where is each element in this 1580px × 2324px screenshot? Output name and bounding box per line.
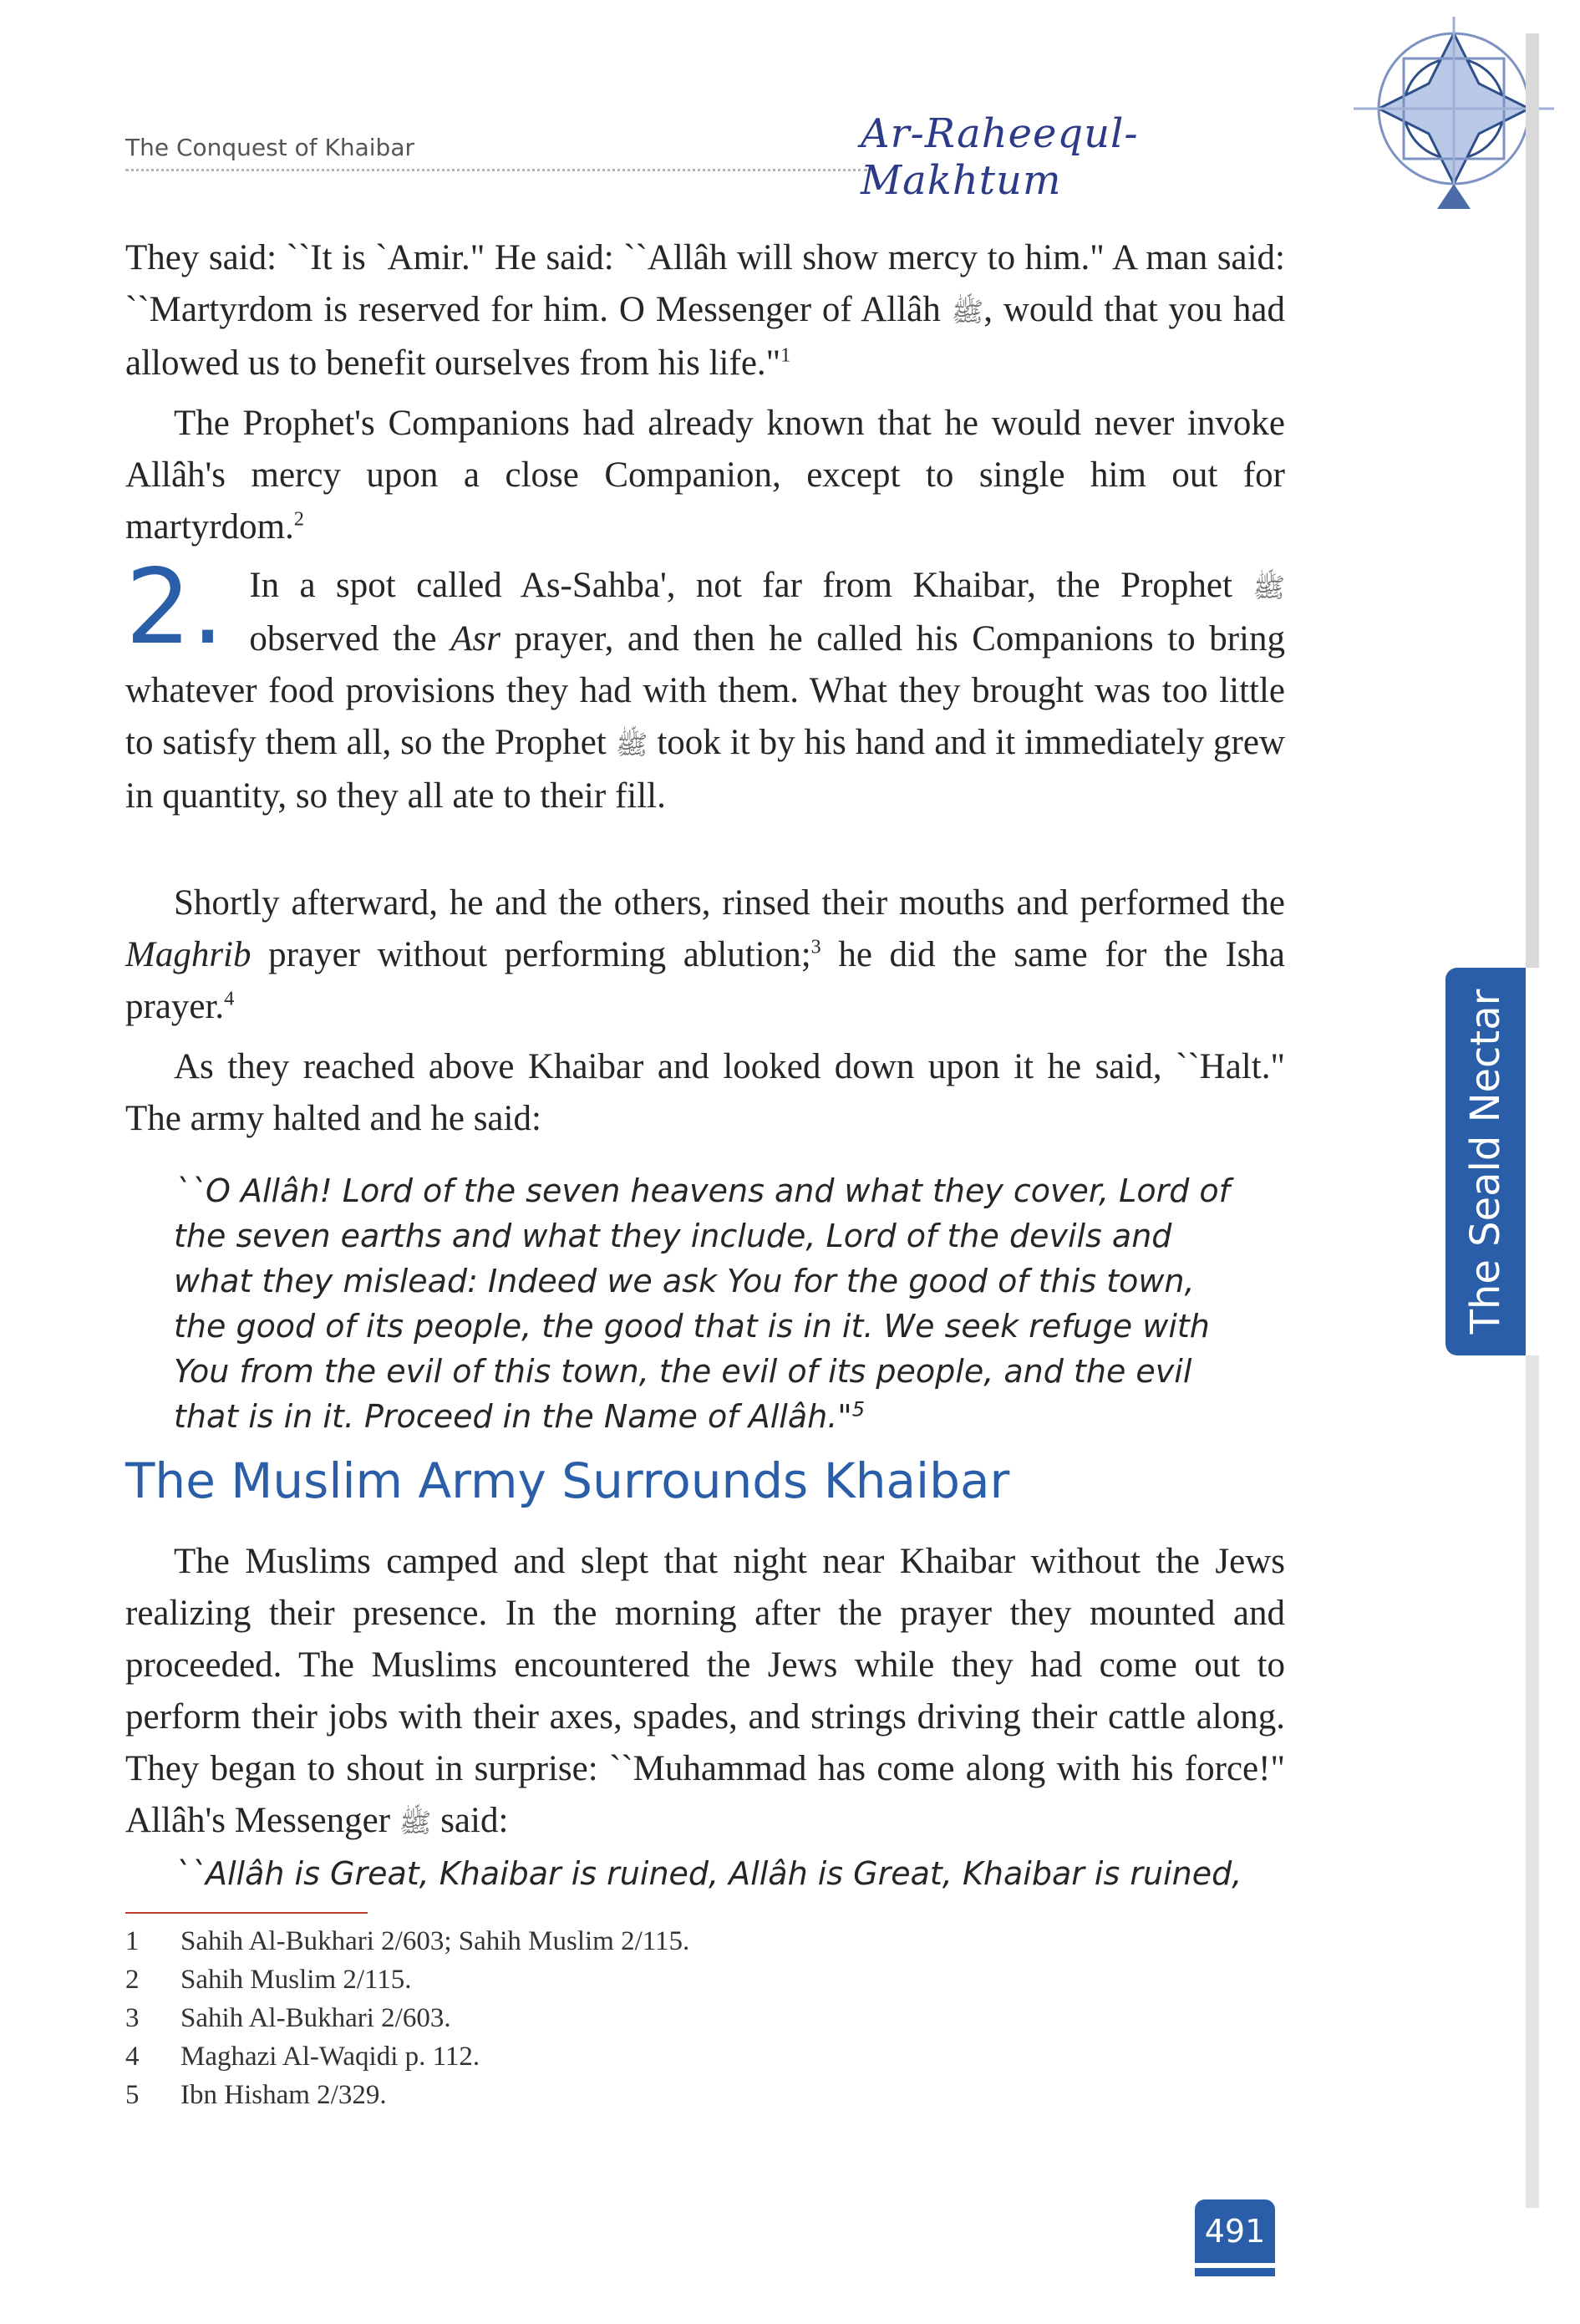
arabesque-ornament-icon: [1320, 17, 1554, 217]
paragraph-3-text-a: In a spot called As-Sahba', not far from Khaibar, the Prophet: [249, 566, 1253, 605]
paragraph-4-text-b: prayer without performing ablution;: [251, 935, 811, 974]
drop-cap-number: 2.: [125, 547, 225, 668]
running-head-chapter: The Conquest of Khaibar: [125, 134, 414, 161]
footnote-text: Sahih Al-Bukhari 2/603; Sahih Muslim 2/115.: [180, 1926, 690, 1956]
side-tab-label: The Seald Nectar: [1462, 989, 1509, 1335]
salla-symbol: ﷺ: [1252, 572, 1285, 603]
footnote-rule: [125, 1912, 368, 1914]
paragraph-5: As they reached above Khaibar and looked down upon it he said, ``Halt." The army halted and he said:: [125, 1047, 1285, 1138]
footnote-text: Sahih Al-Bukhari 2/603.: [180, 2003, 451, 2033]
paragraph-1-end: , would that you had allowed us to benefit ourselves from his life.": [125, 290, 1285, 383]
paragraph-4-text-a: Shortly afterward, he and the others, rinsed their mouths and performed the: [174, 883, 1285, 923]
supplication-quote-text: ``O Allâh! Lord of the seven heavens and what they cover, Lord of the seven earths and what they include, Lord of the devils and what they mislead: Indeed we ask You for the good of this town, the good of its people, the good that is in it. We seek refuge with You from the evil of this town, the evil of its people, and the evil that is in it. Proceed in the Name of Allâh.": [174, 1172, 1231, 1435]
section-heading: The Muslim Army Surrounds Khaibar: [125, 1452, 1010, 1509]
supplication-quote: [174, 1168, 1243, 1439]
paragraph-6-text-a: The Muslims camped and slept that night near Khaibar without the Jews realizing their presence. In the morning after the prayer they mounted and proceeded. The Muslims encountered the Jews while they had come out to perform their jobs with their axes, spades, and strings driving their cattle along. They began to shout in surprise: ``Muhammad has come along with his force!" Allâh's Messenger: [125, 1542, 1285, 1840]
paragraph-3-text-c: prayer, and then he called his Companions to bring whatever food provisions they had with them. What they brought was too little to satisfy them all, so the Prophet: [125, 619, 1285, 762]
paragraph-2-text: The Prophet's Companions had already known that he would never invoke Allâh's mercy upon a close Companion, except to single him out for martyrdom.: [125, 404, 1285, 547]
takbir-quote: ``Allâh is Great, Khaibar is ruined, Allâh is Great, Khaibar is ruined,: [174, 1855, 1242, 1892]
footnote-text: Ibn Hisham 2/329.: [180, 2080, 387, 2110]
footnote-3: [125, 1999, 689, 2037]
footnote-number: 1: [125, 1926, 140, 1956]
footnote-ref[interactable]: 4: [224, 988, 235, 1010]
footnote-2: [125, 1960, 689, 1999]
footnote-number: 4: [125, 2042, 140, 2072]
footnote-number: 2: [125, 1965, 140, 1995]
body-text-bottom: [125, 1536, 1285, 1857]
salla-symbol: ﷺ: [615, 730, 648, 760]
footnote-ref[interactable]: 2: [293, 508, 304, 531]
paragraph-4-text-c: he did the same for the Isha prayer.: [125, 935, 1285, 1026]
footnotes: [125, 1922, 689, 2114]
salla-symbol: ﷺ: [951, 297, 984, 327]
side-margin-strip: [1526, 33, 1539, 968]
paragraph-1: [125, 232, 1285, 389]
footnote-ref[interactable]: 3: [810, 936, 821, 959]
paragraph-1-text: They said: ``It is `Amir." He said: ``Allâh will show mercy to him." A man said: ``Martyrdom is reserved for him. O Messenger of Allâh: [125, 238, 1285, 329]
paragraph-3-text-b: observed the: [249, 619, 451, 659]
running-head-rule: [125, 169, 867, 171]
salla-symbol: ﷺ: [399, 1808, 432, 1838]
footnote-1: [125, 1922, 689, 1960]
body-text-middle: [125, 877, 1285, 1153]
term-asr: Asr: [450, 619, 500, 659]
page-number: 491: [1195, 2199, 1275, 2263]
paragraph-3: [125, 547, 1286, 822]
body-text-top: [125, 232, 1285, 562]
side-tab: [1445, 968, 1526, 1355]
paragraph-2: [125, 398, 1285, 553]
paragraph-6: [125, 1536, 1285, 1849]
term-maghrib: Maghrib: [125, 935, 251, 974]
side-margin-strip-lower: [1526, 1355, 1539, 2208]
footnote-text: Maghazi Al-Waqidi p. 112.: [180, 2042, 480, 2072]
footnote-5: [125, 2076, 689, 2114]
paragraph-4: [125, 877, 1285, 1033]
footnote-number: 3: [125, 2003, 140, 2033]
footnote-text: Sahih Muslim 2/115.: [180, 1965, 412, 1995]
footnote-number: 5: [125, 2080, 140, 2110]
footnote-ref[interactable]: 5: [851, 1397, 866, 1421]
running-head-book-title: Ar-Raheequl-Makhtum: [861, 110, 1139, 204]
page-number-bar: [1195, 2268, 1275, 2276]
footnote-4: [125, 2037, 689, 2076]
paragraph-3-text-d: took it by his hand and it immediately grew in quantity, so they all ate to their fill.: [125, 723, 1286, 816]
footnote-ref[interactable]: 1: [780, 344, 791, 367]
paragraph-6-text-b: said:: [431, 1801, 509, 1840]
